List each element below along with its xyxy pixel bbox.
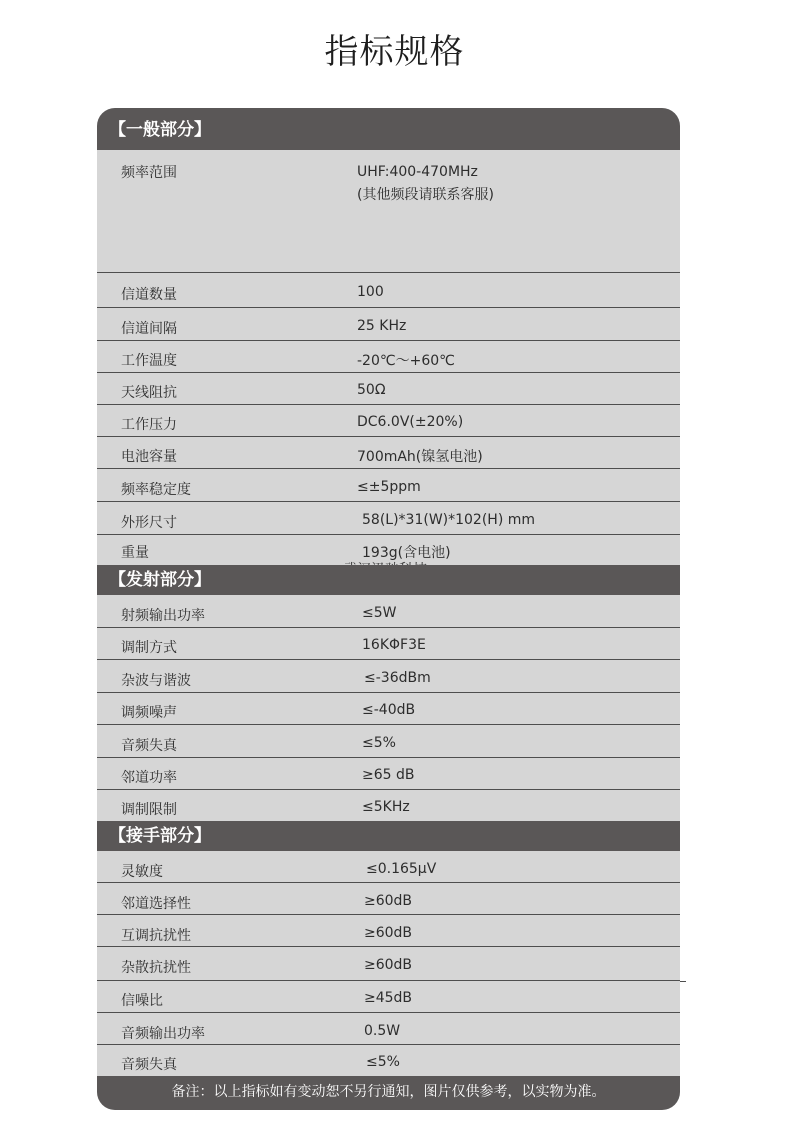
spec-row xyxy=(97,308,680,341)
spec-row xyxy=(97,915,680,947)
spec-label: 音频输出功率 xyxy=(121,1026,205,1042)
spec-card xyxy=(97,108,680,1110)
spec-label: 信噪比 xyxy=(121,993,163,1009)
spec-label: 外形尺寸 xyxy=(121,515,177,531)
spec-label: 调频噪声 xyxy=(121,705,177,721)
spec-row xyxy=(97,725,680,758)
spec-row xyxy=(97,373,680,405)
spec-row xyxy=(97,883,680,915)
spec-label: 频率范围 xyxy=(121,165,177,181)
spec-label: 重量 xyxy=(121,545,149,561)
spec-value: 16KΦF3E xyxy=(362,637,426,653)
spec-row xyxy=(97,595,680,628)
spec-value: ≤0.165μV xyxy=(366,861,437,877)
spec-value: 193g(含电池) xyxy=(362,545,451,561)
spec-value: 25 KHz xyxy=(357,318,407,334)
spec-row xyxy=(97,273,680,308)
spec-label: 音频失真 xyxy=(121,1057,177,1073)
spec-row xyxy=(97,437,680,469)
spec-label: 邻道选择性 xyxy=(121,896,191,912)
spec-row xyxy=(97,405,680,437)
spec-label: 工作温度 xyxy=(121,353,177,369)
spec-label: 杂散抗扰性 xyxy=(121,960,191,976)
spec-label: 邻道功率 xyxy=(121,770,177,786)
spec-label: 天线阻抗 xyxy=(121,385,177,401)
spec-row xyxy=(97,502,680,535)
footer-note: 备注：以上指标如有变动恕不另行通知，图片仅供参考，以实物为准。 xyxy=(97,1076,680,1110)
spec-label: 灵敏度 xyxy=(121,864,163,880)
spec-value: 50Ω xyxy=(357,382,386,398)
spec-row xyxy=(97,1045,680,1076)
spec-value: ≤-40dB xyxy=(362,702,416,718)
spec-value: ≤5% xyxy=(362,735,396,751)
spec-value: DC6.0V(±20%) xyxy=(357,414,464,430)
spec-value: ≥60dB xyxy=(364,925,413,941)
spec-label: 频率稳定度 xyxy=(121,482,191,498)
spec-value: ≤5W xyxy=(362,605,397,621)
spec-value: ≥45dB xyxy=(364,990,413,1006)
spec-value: UHF:400-470MHz xyxy=(357,164,478,180)
spec-label: 调制限制 xyxy=(121,802,177,818)
spec-value: 100 xyxy=(357,284,384,300)
spec-row xyxy=(97,660,680,693)
spec-label: 射频输出功率 xyxy=(121,608,205,624)
spec-row xyxy=(97,628,680,660)
spec-value: 58(L)*31(W)*102(H) mm xyxy=(362,512,536,528)
spec-value: -20℃～+60℃ xyxy=(357,353,455,369)
section-header-receive: 【接手部分】 xyxy=(97,821,680,851)
spec-row xyxy=(97,1013,680,1045)
spec-value: ≥65 dB xyxy=(362,767,415,783)
spec-row xyxy=(97,341,680,373)
spec-row xyxy=(97,981,680,1013)
spec-label: 电池容量 xyxy=(121,449,177,465)
spec-label: 信道数量 xyxy=(121,287,177,303)
spec-row xyxy=(97,693,680,725)
spec-label: 调制方式 xyxy=(121,640,177,656)
spec-value: ≤±5ppm xyxy=(357,479,421,495)
spec-label: 互调抗扰性 xyxy=(121,928,191,944)
spec-row xyxy=(97,851,680,883)
section-header-general: 【一般部分】 xyxy=(97,108,680,150)
spec-value: ≤-36dBm xyxy=(364,670,431,686)
spec-value-note: (其他频段请联系客服) xyxy=(357,187,494,203)
spec-row xyxy=(97,758,680,790)
divider-extension xyxy=(680,981,686,982)
spec-value: ≤5% xyxy=(366,1054,400,1070)
spec-label: 工作压力 xyxy=(121,417,177,433)
spec-value: ≥60dB xyxy=(364,893,413,909)
spec-label: 信道间隔 xyxy=(121,321,177,337)
spec-row xyxy=(97,947,680,981)
spec-label: 杂波与谐波 xyxy=(121,673,191,689)
spec-value: ≥60dB xyxy=(364,957,413,973)
spec-value: 0.5W xyxy=(364,1023,401,1039)
spec-value: 700mAh(镍氢电池) xyxy=(357,449,483,465)
spec-row xyxy=(97,790,680,821)
section-header-transmit: 【发射部分】 xyxy=(97,565,680,595)
spec-value: ≤5KHz xyxy=(362,799,410,815)
spec-label: 音频失真 xyxy=(121,738,177,754)
spec-row xyxy=(97,150,680,273)
page-title: 指标规格 xyxy=(324,32,465,72)
spec-row xyxy=(97,469,680,502)
